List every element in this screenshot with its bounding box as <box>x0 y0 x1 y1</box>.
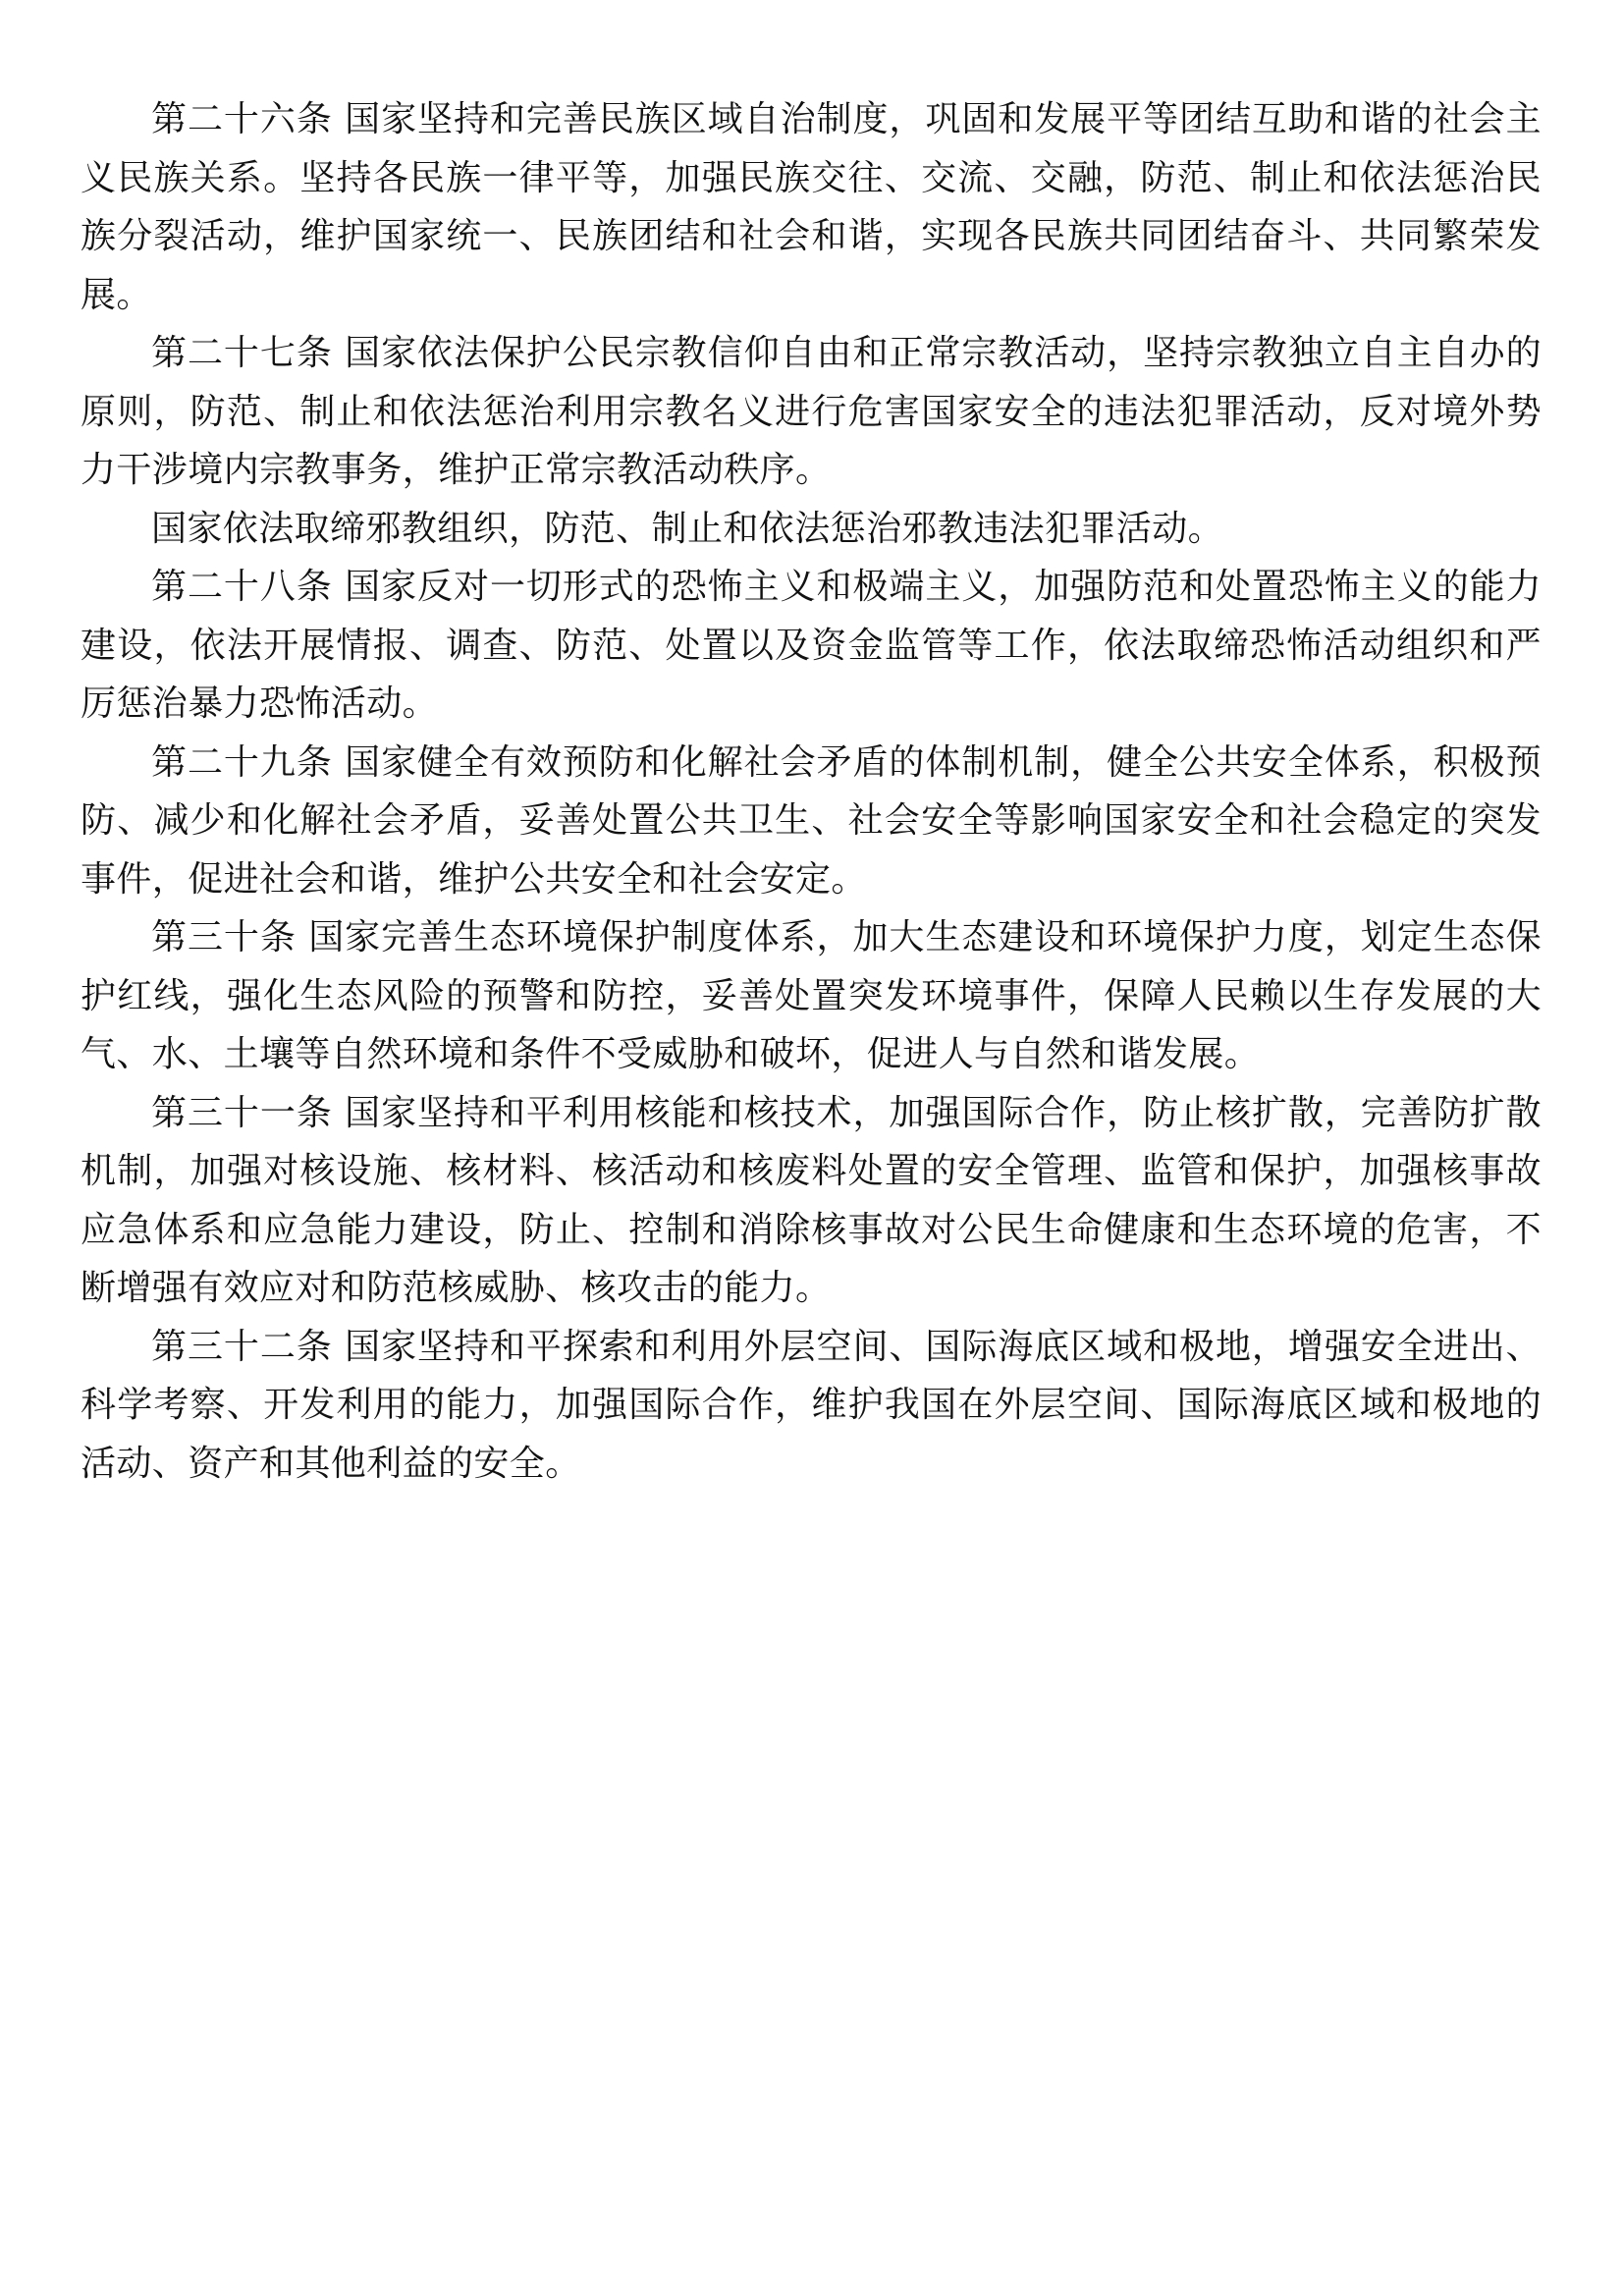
document-body <box>81 90 1542 1493</box>
article-28-paragraph: 第二十八条 国家反对一切形式的恐怖主义和极端主义，加强防范和处置恐怖主义的能力建设，依法开展情报、调查、防范、处置以及资金监管等工作，依法取缔恐怖活动组织和严厉惩治暴力恐怖活动。 <box>81 567 1542 724</box>
article-27-cult-paragraph: 国家依法取缔邪教组织，防范、制止和依法惩治邪教违法犯罪活动。 <box>151 508 1224 549</box>
article-29-paragraph: 第二十九条 国家健全有效预防和化解社会矛盾的体制机制，健全公共安全体系，积极预防、减少和化解社会矛盾，妥善处置公共卫生、社会安全等影响国家安全和社会稳定的突发事件，促进社会和谐，维护公共安全和社会安定。 <box>81 741 1542 900</box>
article-26-paragraph: 第二十六条 国家坚持和完善民族区域自治制度，巩固和发展平等团结互助和谐的社会主义民族关系。坚持各民族一律平等，加强民族交往、交流、交融，防范、制止和依法惩治民族分裂活动，维护国家统一、民族团结和社会和谐，实现各民族共同团结奋斗、共同繁荣发展。 <box>81 99 1542 315</box>
article-30-paragraph: 第三十条 国家完善生态环境保护制度体系，加大生态建设和环境保护力度，划定生态保护红线，强化生态风险的预警和防控，妥善处置突发环境事件，保障人民赖以生存发展的大气、水、土壤等自然环境和条件不受威胁和破坏，促进人与自然和谐发展。 <box>81 917 1542 1074</box>
article-27-paragraph: 第二十七条 国家依法保护公民宗教信仰自由和正常宗教活动，坚持宗教独立自主自办的原则，防范、制止和依法惩治利用宗教名义进行危害国家安全的违法犯罪活动，反对境外势力干涉境内宗教事务，维护正常宗教活动秩序。 <box>81 333 1542 490</box>
article-31-paragraph: 第三十一条 国家坚持和平利用核能和核技术，加强国际合作，防止核扩散，完善防扩散机制，加强对核设施、核材料、核活动和核废料处置的安全管理、监管和保护，加强核事故应急体系和应急能力建设，防止、控制和消除核事故对公民生命健康和生态环境的危害，不断增强有效应对和防范核威胁、核攻击的能力。 <box>81 1092 1542 1308</box>
article-32-paragraph: 第三十二条 国家坚持和平探索和利用外层空间、国际海底区域和极地，增强安全进出、科学考察、开发利用的能力，加强国际合作，维护我国在外层空间、国际海底区域和极地的活动、资产和其他利益的安全。 <box>81 1326 1542 1484</box>
